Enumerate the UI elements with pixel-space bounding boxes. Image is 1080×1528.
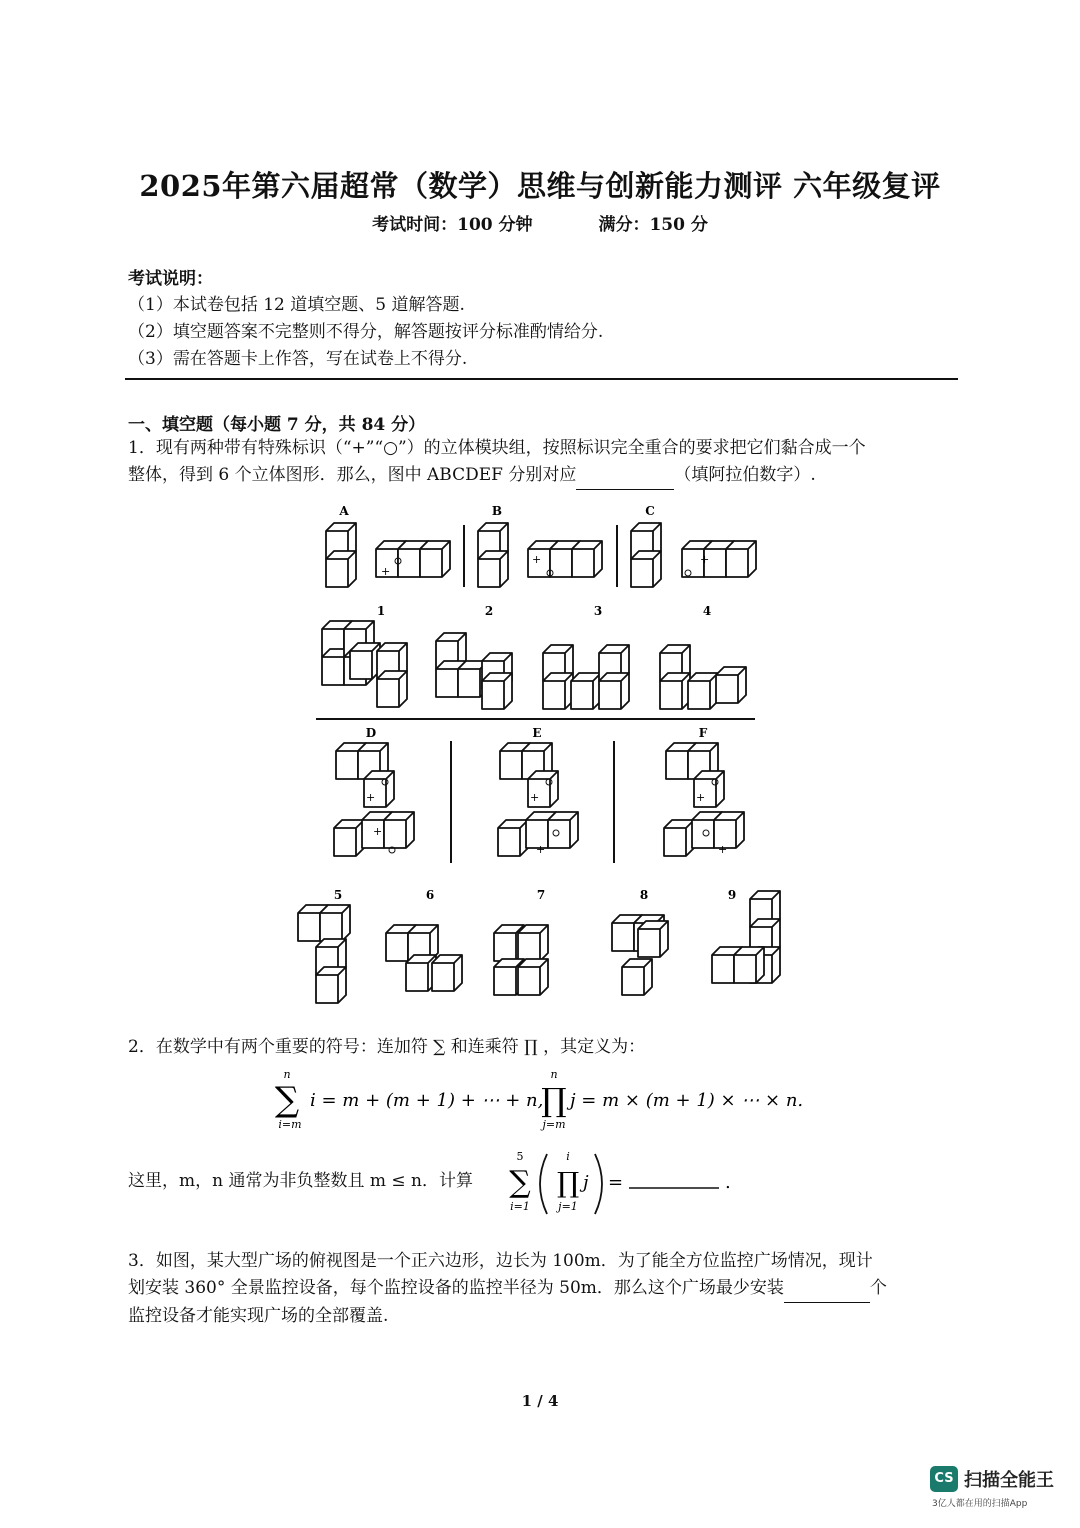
shape-number-6: 6 — [425, 888, 435, 902]
svg-text:i=m: i=m — [278, 1118, 302, 1131]
svg-text:+: + — [373, 825, 383, 838]
instruction-item: （2）填空题答案不完整则不得分，解答题按评分标准酌情给分. — [128, 322, 604, 342]
shape-number-2: 2 — [484, 604, 494, 618]
svg-text:i=1: i=1 — [510, 1200, 530, 1213]
svg-text:+: + — [366, 791, 376, 804]
question-3-line1: 3．如图，某大型广场的俯视图是一个正六边形，边长为 100m．为了能全方位监控广场情况，现计 — [128, 1251, 873, 1271]
svg-text:5: 5 — [516, 1150, 524, 1163]
exam-time: 考试时间：100 分钟 — [372, 215, 533, 235]
svg-text:+: + — [530, 791, 540, 804]
watermark-tagline: 3亿人都在用的扫描App — [932, 1499, 1028, 1509]
question-1 — [128, 435, 958, 490]
svg-text:+: + — [381, 565, 391, 578]
shape-number-7: 7 — [536, 888, 546, 902]
svg-text:+: + — [700, 553, 710, 566]
question-2-expression — [505, 1148, 745, 1220]
svg-text:∑: ∑ — [274, 1080, 300, 1120]
camscanner-logo-icon: CS — [930, 1466, 958, 1492]
exam-meta — [0, 210, 1080, 235]
svg-text:=: = — [608, 1172, 624, 1193]
shape-number-4: 4 — [702, 604, 712, 618]
instructions-heading: 考试说明： — [128, 269, 213, 289]
group-label-f: F — [698, 726, 708, 740]
svg-text:i = m + (m + 1) + ⋯ + n,: i = m + (m + 1) + ⋯ + n, — [310, 1090, 544, 1111]
svg-text:+: + — [536, 843, 546, 856]
svg-text:j=1: j=1 — [558, 1200, 578, 1213]
question-1-line1: 1．现有两种带有特殊标识（“+”“○”）的立体模块组，按照标识完全重合的要求把它们黏合成一个 — [128, 438, 866, 458]
shape-number-1: 1 — [376, 604, 386, 618]
svg-text:+: + — [532, 553, 542, 566]
answer-blank — [784, 1275, 870, 1303]
svg-text:+: + — [718, 843, 728, 856]
page-number: 1 / 4 — [521, 1392, 559, 1410]
question-1-line2: 整体，得到 6 个立体图形．那么，图中 ABCDEF 分别对应 （填阿拉伯数字）. — [128, 462, 958, 490]
group-label-c: C — [645, 504, 655, 518]
instruction-item: （1）本试卷包括 12 道填空题、5 道解答题. — [128, 295, 465, 315]
svg-text:+: + — [696, 791, 706, 804]
full-score: 满分：150 分 — [598, 215, 708, 235]
svg-text:j: j — [583, 1172, 589, 1193]
shape-number-5: 5 — [333, 888, 343, 902]
svg-text:n: n — [283, 1068, 291, 1081]
definition-formulas — [270, 1066, 810, 1138]
svg-text:.: . — [725, 1172, 731, 1193]
section-title: 一、填空题（每小题 7 分，共 84 分） — [128, 415, 426, 435]
page-title: 2025年第六届超常（数学）思维与创新能力测评 六年级复评 — [139, 169, 941, 203]
svg-text:∏: ∏ — [556, 1166, 580, 1199]
group-label-d: D — [365, 726, 377, 740]
svg-text:i: i — [566, 1150, 570, 1163]
divider — [125, 378, 958, 380]
group-label-e: E — [532, 726, 542, 740]
shape-number-8: 8 — [639, 888, 649, 902]
cube-figures — [0, 495, 1080, 1010]
shape-number-3: 3 — [593, 604, 603, 618]
instruction-item: （3）需在答题卡上作答，写在试卷上不得分. — [128, 349, 468, 369]
group-label-a: A — [339, 504, 349, 518]
shape-number-9: 9 — [727, 888, 737, 902]
group-label-b: B — [491, 504, 503, 518]
question-2-intro: 2．在数学中有两个重要的符号：连加符 ∑ 和连乘符 ∏ ，其定义为： — [128, 1037, 646, 1057]
question-2-condition: 这里，m，n 通常为非负整数且 m ≤ n．计算 — [128, 1171, 473, 1191]
svg-text:j = m × (m + 1) × ⋯ × n.: j = m × (m + 1) × ⋯ × n. — [570, 1090, 804, 1111]
svg-text:∑: ∑ — [509, 1165, 531, 1200]
svg-text:n: n — [550, 1068, 558, 1081]
question-3-line3: 监控设备才能实现广场的全部覆盖. — [128, 1306, 389, 1326]
watermark-name: 扫描全能王 — [964, 1470, 1054, 1491]
question-3 — [128, 1248, 958, 1330]
question-3-line2: 划安装 360° 全景监控设备，每个监控设备的监控半径为 50m．那么这个广场最少安装 个 — [128, 1275, 958, 1303]
svg-text:∏: ∏ — [541, 1081, 567, 1119]
svg-text:j=m: j=m — [542, 1118, 566, 1131]
answer-blank — [576, 462, 674, 490]
